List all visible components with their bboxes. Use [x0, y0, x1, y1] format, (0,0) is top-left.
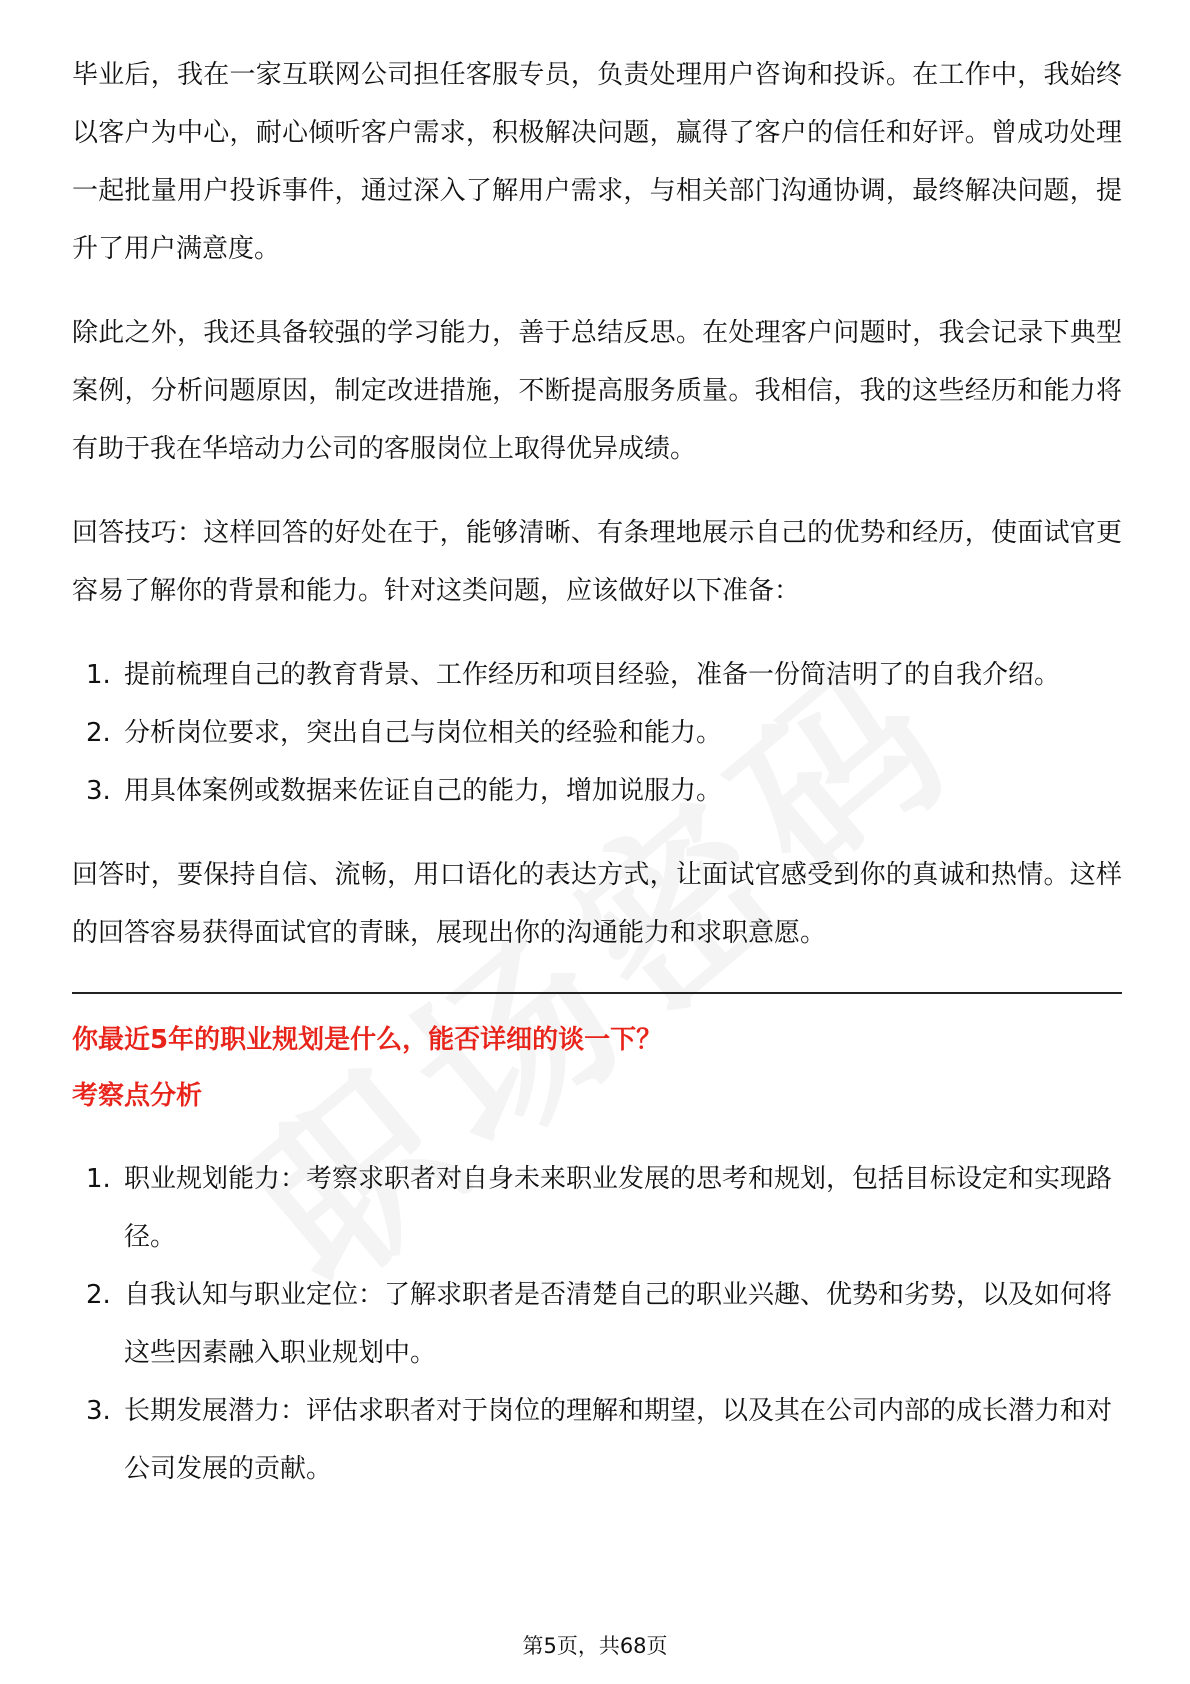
list-item: 2. 自我认知与职业定位：了解求职者是否清楚自己的职业兴趣、优势和劣势，以及如何将这些因素融入职业规划中。: [86, 1280, 1113, 1368]
list-item: 3. 用具体案例或数据来佐证自己的能力，增加说服力。: [86, 776, 723, 806]
question-heading: 你最近5年的职业规划是什么，能否详细的谈一下？: [72, 1025, 663, 1055]
analysis-list: [72, 1150, 1122, 1498]
page-content: [72, 46, 1122, 1498]
paragraph-tips: 回答技巧：这样回答的好处在于，能够清晰、有条理地展示自己的优势和经历，使面试官更容易了解你的背景和能力。针对这类问题，应该做好以下准备：: [72, 518, 1122, 606]
analysis-subheading: 考察点分析: [72, 1081, 203, 1111]
section-divider: [72, 992, 1122, 994]
list-item: 1. 提前梳理自己的教育背景、工作经历和项目经验，准备一份简洁明了的自我介绍。: [86, 660, 1061, 690]
list-item: 2. 分析岗位要求，突出自己与岗位相关的经验和能力。: [86, 718, 723, 748]
list-item: 3. 长期发展潜力：评估求职者对于岗位的理解和期望，以及其在公司内部的成长潜力和对公司发展的贡献。: [86, 1396, 1113, 1484]
prep-list: [72, 646, 1122, 820]
paragraph-closing: 回答时，要保持自信、流畅，用口语化的表达方式，让面试官感受到你的真诚和热情。这样的回答容易获得面试官的青睐，展现出你的沟通能力和求职意愿。: [72, 860, 1122, 948]
page-number-footer: 第5页，共68页: [522, 1634, 668, 1658]
list-item: 1. 职业规划能力：考察求职者对自身未来职业发展的思考和规划，包括目标设定和实现路径。: [86, 1164, 1113, 1252]
paragraph-experience: 毕业后，我在一家互联网公司担任客服专员，负责处理用户咨询和投诉。在工作中，我始终以客户为中心，耐心倾听客户需求，积极解决问题，赢得了客户的信任和好评。曾成功处理一起批量用户投诉事件，通过深入了解用户需求，与相关部门沟通协调，最终解决问题，提升了用户满意度。: [72, 60, 1122, 264]
paragraph-learning: 除此之外，我还具备较强的学习能力，善于总结反思。在处理客户问题时，我会记录下典型案例，分析问题原因，制定改进措施，不断提高服务质量。我相信，我的这些经历和能力将有助于我在华培动力公司的客服岗位上取得优异成绩。: [72, 318, 1122, 464]
